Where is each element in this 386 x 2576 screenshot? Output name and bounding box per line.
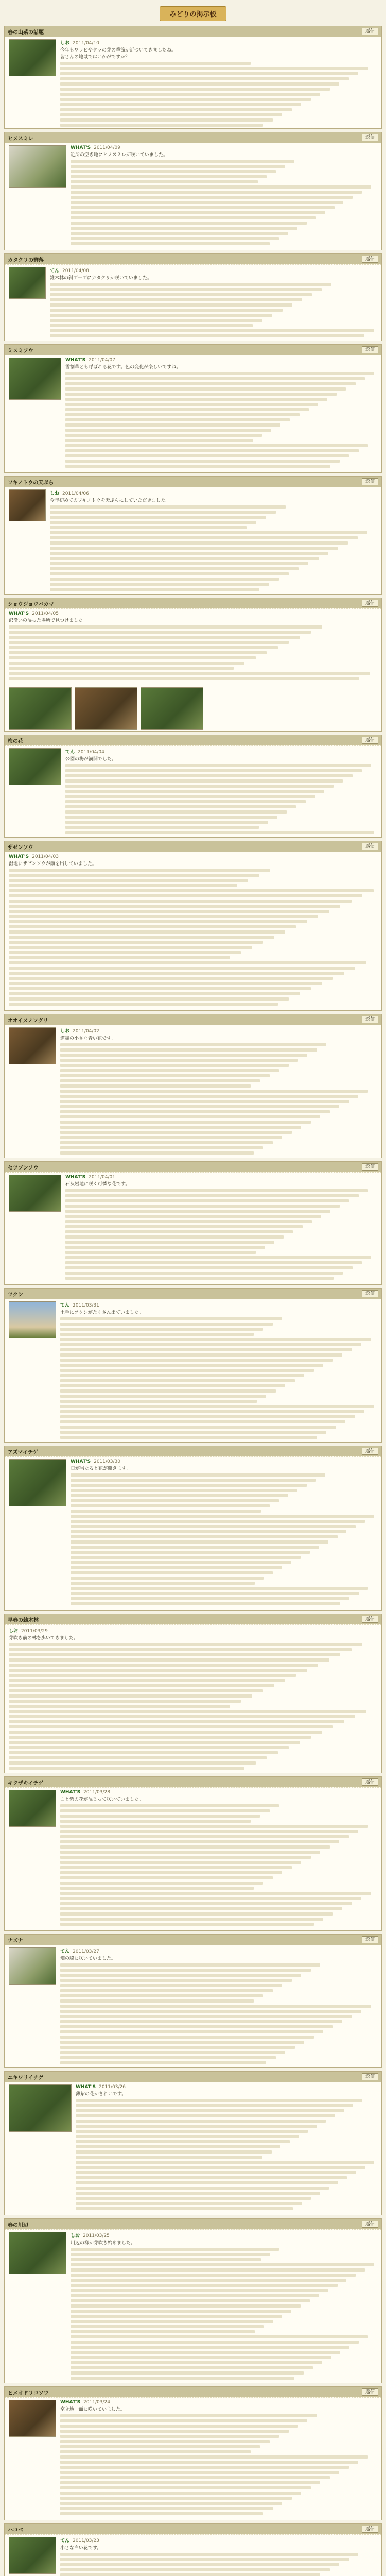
thread-title[interactable]: 早春の雑木林 bbox=[8, 1617, 39, 1623]
post-text-block bbox=[71, 160, 377, 245]
post-photo[interactable] bbox=[9, 1459, 66, 1506]
reply-button[interactable]: 返信 bbox=[362, 737, 378, 744]
thread bbox=[4, 2218, 382, 2383]
post-meta bbox=[71, 1459, 377, 1464]
thread-header bbox=[5, 345, 381, 355]
post-text-block bbox=[60, 1317, 377, 1439]
thread-title[interactable]: ナズナ bbox=[8, 1938, 23, 1944]
reply-button[interactable]: 返信 bbox=[362, 2526, 378, 2533]
reply-button[interactable]: 返信 bbox=[362, 1616, 378, 1623]
post-author: てん bbox=[65, 750, 75, 755]
thread bbox=[4, 598, 382, 732]
thread-title[interactable]: ショウジョウバカマ bbox=[8, 601, 54, 607]
post bbox=[5, 2534, 381, 2576]
post bbox=[5, 2082, 381, 2212]
thread-header bbox=[5, 1014, 381, 1025]
board-header bbox=[4, 5, 382, 22]
post-author: WHAT'S bbox=[65, 358, 86, 363]
post-text-block bbox=[71, 1473, 377, 1605]
thread bbox=[4, 476, 382, 595]
post-author: てん bbox=[60, 2538, 70, 2544]
post-text-block bbox=[60, 1963, 377, 2064]
post-author: しお bbox=[60, 1029, 70, 1034]
thread-header bbox=[5, 254, 381, 264]
post-text-block bbox=[50, 283, 377, 337]
post-meta bbox=[50, 489, 377, 496]
thread bbox=[4, 735, 382, 838]
thread-title[interactable]: フキノトウの天ぷら bbox=[8, 480, 54, 486]
post-body bbox=[76, 2084, 377, 2210]
post-meta bbox=[9, 1627, 377, 1634]
post-text: 雪割草とも呼ばれる花です。色の変化が楽しいですね。 bbox=[65, 365, 181, 370]
post-photo[interactable] bbox=[9, 39, 56, 76]
post-body bbox=[9, 854, 377, 1006]
post-photo[interactable] bbox=[9, 267, 46, 299]
post-author: WHAT'S bbox=[76, 2084, 96, 2090]
post bbox=[5, 1787, 381, 1928]
post-meta bbox=[60, 1027, 377, 1034]
thread-list bbox=[4, 26, 382, 2576]
post-date: 2011/04/01 bbox=[89, 1175, 115, 1180]
thread-title[interactable]: ヒメスミレ bbox=[8, 135, 33, 142]
post-body bbox=[60, 1301, 377, 1439]
post-body bbox=[60, 2537, 377, 2576]
post-text: 小さな白い花です。 bbox=[60, 2546, 102, 2551]
post-author: WHAT'S bbox=[65, 1175, 86, 1180]
thread-header bbox=[5, 735, 381, 745]
board-title: みどりの掲示板 bbox=[160, 6, 226, 21]
post-photo[interactable] bbox=[9, 2400, 56, 2437]
post bbox=[5, 1299, 381, 1441]
post-text: 今年初めてのフキノトウを天ぷらにしていただきました。 bbox=[50, 498, 170, 503]
reply-button[interactable]: 返信 bbox=[362, 346, 378, 353]
thread-header bbox=[5, 2387, 381, 2397]
post-text: 雑木林の斜面一面にカタクリが咲いていました。 bbox=[50, 276, 152, 281]
post-meta bbox=[9, 854, 377, 859]
post-body bbox=[65, 358, 377, 468]
post-date: 2011/04/10 bbox=[73, 41, 99, 46]
post-photo[interactable] bbox=[9, 1947, 56, 1985]
post-text-block bbox=[71, 2248, 377, 2380]
post bbox=[5, 608, 381, 732]
reply-button[interactable]: 返信 bbox=[362, 1290, 378, 1297]
post-date: 2011/03/30 bbox=[94, 1459, 120, 1464]
thread bbox=[4, 1934, 382, 2068]
post-text: 近所の空き地にヒメスミレが咲いていました。 bbox=[71, 152, 168, 158]
post-author: てん bbox=[50, 268, 60, 274]
post bbox=[5, 1172, 381, 1282]
post-date: 2011/04/03 bbox=[32, 854, 59, 859]
post-meta bbox=[60, 39, 377, 46]
post-body bbox=[9, 611, 377, 680]
post-photo[interactable] bbox=[9, 748, 61, 785]
post-text: 沢沿いの湿った場所で見つけました。 bbox=[9, 618, 88, 623]
post-text-block bbox=[60, 2553, 377, 2576]
post-body bbox=[65, 748, 377, 834]
post-author: WHAT'S bbox=[60, 2400, 81, 2405]
thread bbox=[4, 2523, 382, 2576]
reply-button[interactable]: 返信 bbox=[362, 2221, 378, 2228]
reply-button[interactable]: 返信 bbox=[362, 843, 378, 850]
post-photo[interactable] bbox=[9, 1790, 56, 1827]
post-text-block bbox=[65, 764, 377, 834]
post-author: WHAT'S bbox=[9, 611, 29, 616]
thread bbox=[4, 1776, 382, 1931]
thread-header bbox=[5, 1777, 381, 1787]
post-body bbox=[60, 1027, 377, 1155]
post-date: 2011/04/08 bbox=[62, 268, 89, 274]
post-body bbox=[60, 1790, 377, 1926]
post-author: WHAT'S bbox=[9, 854, 29, 859]
reply-button[interactable]: 返信 bbox=[362, 28, 378, 35]
post-meta bbox=[9, 611, 377, 616]
post-text: 薄紫の花がきれいです。 bbox=[76, 2092, 127, 2097]
post-text-block bbox=[60, 62, 377, 129]
post-body bbox=[9, 1627, 377, 1770]
post-author: しお bbox=[71, 2233, 80, 2239]
thread-title[interactable]: ハコベ bbox=[8, 2527, 23, 2533]
post-photo[interactable] bbox=[75, 687, 137, 730]
post-text-block bbox=[65, 372, 377, 468]
reply-button[interactable]: 返信 bbox=[362, 600, 378, 607]
post-author: WHAT'S bbox=[60, 1790, 81, 1795]
thread-header bbox=[5, 598, 381, 608]
post-text: 空き地一面に咲いていました。 bbox=[60, 2407, 126, 2412]
post-date: 2011/04/02 bbox=[73, 1029, 99, 1034]
post-author: しお bbox=[9, 1629, 19, 1634]
post-text-block bbox=[9, 1643, 377, 1770]
post-text: 石灰岩地に咲く可憐な花です。 bbox=[65, 1182, 130, 1187]
thread bbox=[4, 1014, 382, 1158]
post-author: しお bbox=[50, 491, 60, 496]
thread bbox=[4, 1446, 382, 1611]
post-photo[interactable] bbox=[9, 2084, 72, 2132]
post-meta bbox=[60, 1301, 377, 1308]
post-text: 白と紫の花が混じって咲いていました。 bbox=[60, 1797, 144, 1802]
post-author: てん bbox=[60, 1949, 70, 1954]
thread bbox=[4, 2071, 382, 2215]
thread-title[interactable]: ヒメオドリコソウ bbox=[8, 2390, 49, 2396]
thread-title[interactable]: キクザキイチゲ bbox=[8, 1780, 44, 1786]
photo-row bbox=[9, 687, 377, 730]
post-text-block bbox=[9, 869, 377, 1006]
thread-title[interactable]: アズマイチゲ bbox=[8, 1449, 38, 1455]
post-date: 2011/03/27 bbox=[73, 1949, 99, 1954]
post-text: 今年もワラビやタラの芽の季節が近づいてきましたね。 皆さんの地域ではいかがですか？ bbox=[60, 48, 177, 60]
post bbox=[5, 1624, 381, 1772]
post-text-block bbox=[60, 2414, 377, 2515]
post-photo[interactable] bbox=[9, 358, 61, 400]
post-text-block bbox=[9, 625, 377, 680]
thread bbox=[4, 26, 382, 129]
post-text-block bbox=[65, 1189, 377, 1280]
post-photo[interactable] bbox=[9, 2537, 56, 2574]
thread-title[interactable]: セツブンソウ bbox=[8, 1165, 39, 1171]
thread-header bbox=[5, 26, 381, 37]
post-author: WHAT'S bbox=[71, 1459, 91, 1464]
post-author: しお bbox=[60, 41, 70, 46]
post-body bbox=[60, 1947, 377, 2064]
thread bbox=[4, 2386, 382, 2520]
thread bbox=[4, 1161, 382, 1285]
reply-button[interactable]: 返信 bbox=[362, 1778, 378, 1786]
thread-header bbox=[5, 1935, 381, 1945]
thread-header bbox=[5, 2524, 381, 2534]
thread-header bbox=[5, 132, 381, 143]
post-meta bbox=[65, 748, 377, 755]
post bbox=[5, 1025, 381, 1157]
thread-header bbox=[5, 1289, 381, 1299]
post-text: 公園の梅が満開でした。 bbox=[65, 757, 117, 762]
reply-button[interactable]: 返信 bbox=[362, 2388, 378, 2396]
post-body bbox=[60, 39, 377, 129]
post-photo[interactable] bbox=[9, 1175, 61, 1212]
post-photo[interactable] bbox=[9, 2232, 66, 2274]
post-meta bbox=[71, 145, 377, 150]
post bbox=[5, 2397, 381, 2517]
post bbox=[5, 143, 381, 247]
post-body bbox=[71, 145, 377, 245]
post bbox=[5, 487, 381, 593]
post-body bbox=[50, 489, 377, 591]
post bbox=[5, 1945, 381, 2066]
thread bbox=[4, 132, 382, 250]
post-text: 芽吹き前の林を歩いてきました。 bbox=[9, 1636, 79, 1641]
post-date: 2011/03/24 bbox=[83, 2400, 110, 2405]
post-photo[interactable] bbox=[9, 1301, 56, 1338]
post-photo[interactable] bbox=[9, 1027, 56, 1064]
post-text-block bbox=[60, 1043, 377, 1155]
reply-button[interactable]: 返信 bbox=[362, 1936, 378, 1943]
post-date: 2011/04/09 bbox=[94, 145, 120, 150]
reply-button[interactable]: 返信 bbox=[362, 478, 378, 485]
post-author: WHAT'S bbox=[71, 145, 91, 150]
post bbox=[5, 37, 381, 129]
thread bbox=[4, 253, 382, 341]
thread-title[interactable]: オオイヌノフグリ bbox=[8, 1018, 48, 1024]
thread-header bbox=[5, 2072, 381, 2082]
post-body bbox=[65, 1175, 377, 1280]
post-text: 日が当たると花が開きます。 bbox=[71, 1466, 131, 1471]
post-text: 土手にツクシがたくさん出ていました。 bbox=[60, 1310, 144, 1315]
post-photo[interactable] bbox=[9, 489, 46, 521]
post-text: 湿地にザゼンソウが顔を出していました。 bbox=[9, 861, 97, 867]
post-photo[interactable] bbox=[9, 687, 72, 730]
post-meta bbox=[76, 2084, 377, 2090]
thread-header bbox=[5, 2219, 381, 2229]
thread bbox=[4, 1288, 382, 1443]
reply-button[interactable]: 返信 bbox=[362, 134, 378, 141]
thread-title[interactable]: 春の山菜の話題 bbox=[8, 29, 44, 36]
post-text-block bbox=[76, 2099, 377, 2210]
reply-button[interactable]: 返信 bbox=[362, 1448, 378, 1455]
post-body bbox=[50, 267, 377, 337]
thread-header bbox=[5, 1614, 381, 1624]
post-meta bbox=[50, 267, 377, 274]
post-author: てん bbox=[60, 1303, 70, 1308]
post-meta bbox=[60, 1790, 377, 1795]
post-photo[interactable] bbox=[9, 145, 66, 188]
post-meta bbox=[71, 2232, 377, 2239]
post bbox=[5, 852, 381, 1008]
post-date: 2011/04/05 bbox=[32, 611, 59, 616]
post-photo[interactable] bbox=[141, 687, 203, 730]
reply-button[interactable]: 返信 bbox=[362, 256, 378, 263]
thread-title[interactable]: 春の川辺 bbox=[8, 2222, 28, 2228]
post-date: 2011/03/29 bbox=[21, 1629, 48, 1634]
thread-title[interactable]: ユキワリイチゲ bbox=[8, 2075, 44, 2081]
post-date: 2011/03/23 bbox=[73, 2538, 99, 2544]
thread-header bbox=[5, 1162, 381, 1172]
thread bbox=[4, 344, 382, 473]
post-date: 2011/03/25 bbox=[83, 2233, 110, 2239]
post bbox=[5, 2229, 381, 2382]
post-meta bbox=[60, 2537, 377, 2544]
thread-title[interactable]: ツクシ bbox=[8, 1292, 23, 1298]
post-meta bbox=[65, 358, 377, 363]
post-meta bbox=[60, 1947, 377, 1954]
reply-button[interactable]: 返信 bbox=[362, 2073, 378, 2080]
post-body bbox=[71, 1459, 377, 1605]
post bbox=[5, 264, 381, 340]
thread-header bbox=[5, 477, 381, 487]
thread-header bbox=[5, 1446, 381, 1456]
thread-header bbox=[5, 841, 381, 852]
post-meta bbox=[65, 1175, 377, 1180]
post-meta bbox=[60, 2400, 377, 2405]
post-date: 2011/04/06 bbox=[62, 491, 89, 496]
post-text: 川辺の柳が芽吹き始めました。 bbox=[71, 2241, 136, 2246]
post-date: 2011/04/07 bbox=[89, 358, 115, 363]
reply-button[interactable]: 返信 bbox=[362, 1016, 378, 1023]
post-text: 畑の脇に咲いていました。 bbox=[60, 1956, 116, 1961]
post-date: 2011/03/28 bbox=[83, 1790, 110, 1795]
reply-button[interactable]: 返信 bbox=[362, 1163, 378, 1171]
thread-title[interactable]: 梅の花 bbox=[8, 738, 23, 744]
thread-title[interactable]: ミスミソウ bbox=[8, 348, 33, 354]
post-date: 2011/03/26 bbox=[99, 2084, 126, 2090]
post bbox=[5, 1456, 381, 1607]
post bbox=[5, 355, 381, 470]
post-text-block bbox=[50, 505, 377, 591]
thread bbox=[4, 1614, 382, 1773]
post-date: 2011/04/04 bbox=[78, 750, 104, 755]
post-body bbox=[60, 2400, 377, 2515]
post-text: 道端の小さな青い花です。 bbox=[60, 1036, 116, 1041]
post-body bbox=[71, 2232, 377, 2380]
post bbox=[5, 745, 381, 836]
thread-title[interactable]: ザゼンソウ bbox=[8, 844, 33, 851]
thread-title[interactable]: カタクリの群落 bbox=[8, 257, 44, 263]
thread bbox=[4, 841, 382, 1011]
post-text-block bbox=[60, 1804, 377, 1926]
post-date: 2011/03/31 bbox=[73, 1303, 99, 1308]
